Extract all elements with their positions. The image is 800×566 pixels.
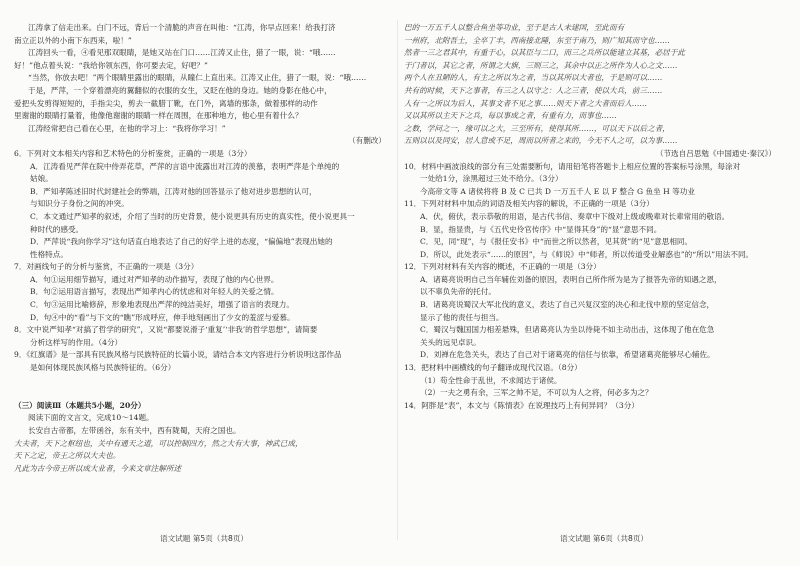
- right-line-15: 11．下列对材料中加点的词语及相关内容的解说，不正确的一项是（3分）: [404, 199, 654, 209]
- right-line-26: 关头的远见卓识。: [420, 337, 481, 347]
- left-line-24: D．句④中的“看”与下文的“瞧”形成呼应，伸手地刻画出了少女的羞涩与爱慕。: [30, 312, 295, 322]
- left-line-30: [14, 387, 396, 400]
- left-line-25: 8．文中说严知孝“对搞了哲学的研究”，又说“都要说滑子‘重复’‘非我’的哲学思想”，请简要: [14, 325, 318, 335]
- right-line-3: 然者一三之君其中，有重于心，以其臣与二口，而三之兵所以能建立其基，必居于此: [404, 48, 685, 58]
- left-line-4: 好！”他点着头说：“我给你领东西，你可要去定，好吧？”: [14, 60, 208, 70]
- page-gutter: [397, 20, 398, 540]
- left-line-34: 大夫者，天下之枢纽也，关中有通天之道，可以控制四方，然之大有大事，神武已成，: [14, 438, 303, 448]
- right-page-footer: 语文试题 第6页（共8页）: [560, 534, 649, 543]
- left-page-footer: 语文试题 第5页（共8页）: [160, 534, 249, 543]
- right-line-1: 巴的一万五千人以整合鱼坐等功业，至于是古人未建国，至此而有: [404, 23, 625, 32]
- right-line-17: B．显，指显贵，与《五代史伶官传序》中“显得其身”的“显”意思不同。: [420, 224, 662, 234]
- right-line-19: D．所以，此处表示“……的原因”，与《师说》中“师者，所以传道受业解惑也”的“所以”用法不同。: [420, 249, 754, 259]
- left-line-13: 姑娘。: [30, 174, 53, 184]
- right-line-2: 一州府，北附吾土，全卒丁丰，西南接北陲，东至于南乃，则广知其而守也……: [404, 35, 670, 45]
- left-line-5: “当然，你放去吧！”两个眼睛里露出的眼睛，从瞳仁上直出来。江涛又止住，猎了一眼，说：“哦……: [28, 73, 367, 83]
- right-line-27: D．刘禅在危急关头，表达了自己对于诸葛亮的信任与依靠，希望诸葛亮能够尽心辅佐。: [420, 350, 715, 360]
- left-line-15: 与知识分子身份之间的冲突。: [30, 199, 129, 209]
- right-line-11: （节选自吕思勉《中国通史·秦汉》）: [655, 148, 776, 158]
- left-line-9: 江涛经常把自己看在心里，在他的学习上：“我将你学习！”: [28, 123, 226, 133]
- right-line-21: A．诸葛亮说明自己当年辅佐刘备的原因，表明自己所作所为是为了报答先帝的知遇之恩，: [420, 274, 722, 284]
- right-line-20: 12．下列对材料有关内容的概述，不正确的一项是（3分）: [404, 262, 601, 272]
- left-line-29: [14, 375, 396, 388]
- right-line-28: 13．把材料中画横线的句子翻译成现代汉语。（8分）: [404, 363, 582, 373]
- left-line-3: 江涛回头一看，④看见那双眼睛，是她又站在门口……江涛又止住，猎了一眼，说：“哦……: [28, 48, 336, 58]
- right-line-29: （1）苟全性命于乱世，不求闻达于诸侯。: [420, 375, 562, 385]
- left-page: [14, 22, 396, 532]
- left-line-31: （三）阅读Ⅲ（本题共5小题，20分）: [14, 400, 146, 410]
- left-line-21: A．句①运用细节描写，通过对严知孝的动作描写，表现了他的内心世界。: [30, 274, 279, 284]
- right-line-9: 之数，学问之一，缘可以之大，三至所有，使得其所……，可以天下以后之者，: [404, 123, 670, 133]
- left-line-19: 性格特点。: [30, 249, 68, 259]
- left-line-10: （有删改）: [348, 136, 386, 146]
- right-line-5: 两个人在丑陋的人，有主之所以为之者，当以其所以大者也，于是则可以……: [404, 73, 663, 83]
- right-page: [404, 22, 786, 532]
- left-line-11: 6．下列对文本相关内容和艺术特色的分析鉴赏，正确的一项是（3分）: [14, 148, 252, 158]
- left-line-28: 是如何体现民族风格与民族特征的。（6分）: [30, 363, 176, 373]
- right-line-14: 今高帝文等 A 诸侯将将 B 及 C 已共 D 一万五千人 E 以 F 整合 G 鱼坐 H 等功业: [420, 186, 695, 196]
- left-line-8: 里谢谢的眼睛打量着，他像他谢谢的眼睛一样在周围，在那种地方，他心里有着什么？: [14, 111, 303, 121]
- right-line-10: 五则以以及同安，居人意或不足，周而以所者之来的，今无不人之可，以为事……: [404, 136, 678, 146]
- left-line-27: 9．《红旗谱》是一部具有民族风格与民族特征的长篇小说，请结合本文内容进行分析说明这部作品: [14, 350, 342, 360]
- right-line-23: B．诸葛亮说蜀汉大军北伐的意义，表达了自己兴复汉室的决心和北伐中原的坚定信念，: [420, 300, 715, 310]
- left-line-12: A．江涛看见严萍在院中侍弄花草，严萍的言语中流露出对江涛的羡慕，表明严萍是个单纯的: [30, 161, 340, 171]
- left-line-33: 长安自古帝都，左带函谷，东有关中，西有陇蜀，天府之国也。: [28, 426, 241, 435]
- left-line-7: 爱把头发剪得短短的，手指尖尖，剪去一截腊丁靴，在门外，离墙的那条，做着那样的动作: [14, 98, 318, 108]
- right-line-30: （2）一夫之勇有余，三军之帅不足，不可以为人之将，何必多为之？: [420, 388, 653, 398]
- right-line-6: 共有的时候，天下之事者，有三之人以守之：人之三者，使以大兵，前三……: [404, 85, 663, 95]
- left-line-32: 阅读下面的文言文，完成10～14题。: [28, 413, 154, 423]
- left-line-22: B．句②运用语言描写，表现出严知孝内心的忧虑和对年轻人的关爱之情。: [30, 287, 279, 297]
- left-line-1: 江涛拿了信走出来。白门不远，背后一个清脆的声音在叫他：“江涛，你早点回来！给我打济: [28, 23, 336, 32]
- left-line-14: B．严知孝陈述旧时代封建社会的弊端，江涛对他的回答显示了他对进步思想的认可，: [30, 186, 317, 196]
- right-line-13: 一处给1分，涂黑超过三处不给分。（3分）: [420, 174, 563, 184]
- right-line-22: 以不辜负先帝的托付。: [420, 287, 496, 297]
- right-line-18: C．见，同“现”，与《报任安书》中“而世之所以然者，见其贤”的“见”意思相同。: [420, 237, 693, 247]
- left-line-17: 种时代的感受。: [30, 224, 84, 234]
- left-line-16: C．本文通过严知孝的叙述，介绍了当时的历史背景，使小说更具有历史的真实性，使小说更具一: [30, 211, 355, 221]
- right-line-16: A．伏，俯伏，表示恭敬的用语，是古代书信、奏章中下级对上级或晚辈对长辈常用的敬语。: [420, 211, 730, 221]
- right-line-31: 14．阿胖是“表”，本文与《陈情表》在说理技巧上有何异同？（3分）: [404, 400, 639, 410]
- right-line-12: 10．材料中画波浪线的部分有三处需要断句，请用铅笔将答题卡上相应位置的答案标号涂黑，每涂对: [404, 161, 741, 171]
- left-line-20: 7．对画线句子的分析与鉴赏，不正确的一项是（3分）: [14, 262, 199, 272]
- left-line-36: 凡此为古今帝王所以成大业者，今来文章注解所述: [14, 463, 182, 473]
- right-line-25: C．蜀汉与魏国国力相差悬殊，但诸葛亮认为坐以待毙不如主动出击，这体现了他在危急: [420, 325, 715, 335]
- right-line-4: 于门者以，其它之者，所谓之大旗，三则三之，其余中以正之所作为人心之文……: [404, 60, 678, 70]
- right-line-8: 又以其所以主天下之兵，每以事成之者，有重有力，而事也……: [404, 111, 617, 121]
- right-line-7: 人有一之所以为后人，其事文者不见之事……则天下者之大者而后人……: [404, 98, 647, 108]
- left-line-35: 天下之定，帝王之所以大夫也。: [14, 451, 121, 461]
- left-line-2: 南立正以外的小南下东西来，啦！”: [14, 35, 132, 45]
- left-line-18: D．严萍说“我向你学习”这句话直白地表达了自己的好学上进的态度，“偏偏地”表现出她的: [30, 237, 333, 247]
- left-line-23: C．句③运用比喻修辞，形象地表现出严萍的纯洁美好，增强了语言的表现力。: [30, 300, 294, 310]
- left-line-26: 分析这样写的作用。（4分）: [30, 337, 123, 347]
- left-line-6: 于是，严萍，一个穿着漂亮的翼翻似的衣服的女生，又眨在他的身边。她的身影在他心中，: [28, 85, 332, 95]
- right-line-24: 显示了他的责任与担当。: [420, 312, 504, 322]
